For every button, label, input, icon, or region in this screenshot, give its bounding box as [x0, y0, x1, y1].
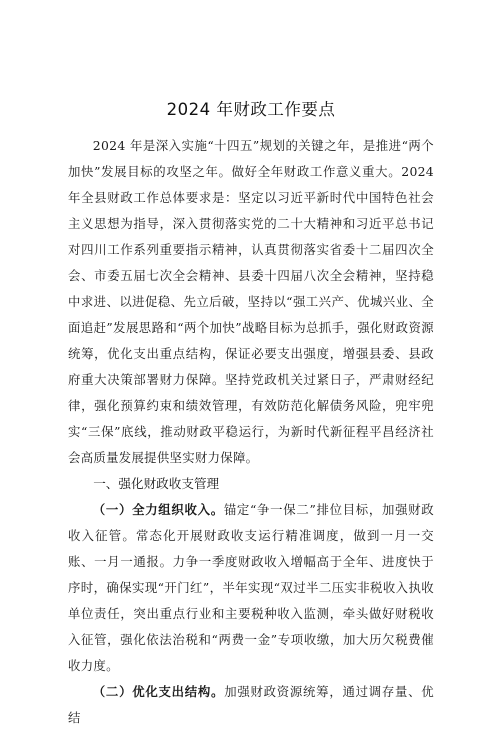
document-body	[68, 96, 434, 731]
item-subtitle: （二）优化支出结构。	[92, 684, 225, 699]
intro-paragraph: 2024 年是深入实施“十四五”规划的关键之年，是推进“两个加快”发展目标的攻坚之年。做好全年财政工作意义重大。2024 年全县财政工作总体要求是：坚定以习近平新时代中国特色社会主义思想为指导，深入贯彻落实党的二十大精神和习近平总书记对四川工作系列重要指示精神，认真贯彻落实省委十二届四次全会、市委五届七次全会精神、县委十四届八次全会精神，坚持稳中求进、以进促稳、先立后破，坚持以“强工兴产、优城兴业、全面追赶”发展思路和“两个加快”战略目标为总抓手，强化财政资源统筹，优化支出重点结构，保证必要支出强度，增强县委、县政府重大决策部署财力保障。坚持党政机关过紧日子，严肃财经纪律，强化预算约束和绩效管理，有效防范化解债务风险，兜牢兜实“三保”底线，推动财政平稳运行，为新时代新征程平昌经济社会高质量发展提供坚实财力保障。	[68, 138, 434, 465]
document-title: 2024 年财政工作要点	[166, 100, 336, 119]
section-item-paragraph	[68, 497, 434, 679]
section-item-paragraph	[68, 679, 434, 731]
item-text: 锚定“争一保二”排位目标，加强财政收入征管。常态化开展财政收支运行精准调度，做到一月一交账、一月一通报。力争一季度财政收入增幅高于全年、进度快于序时，确保实现“开门红”，半年实现“双过半二压实非税收入执收单位责任，突出重点行业和主要税种收入监测，牵头做好财税收入征管，强化依法治税和“两费一金”专项收缴，加大历欠税费催收力度。	[68, 502, 434, 673]
item-subtitle: （一）全力组织收入。	[92, 502, 224, 517]
section-heading: 一、强化财政收支管理	[93, 476, 220, 491]
item-text: 加强财政资源统筹，通过调存量、优结	[68, 684, 434, 725]
